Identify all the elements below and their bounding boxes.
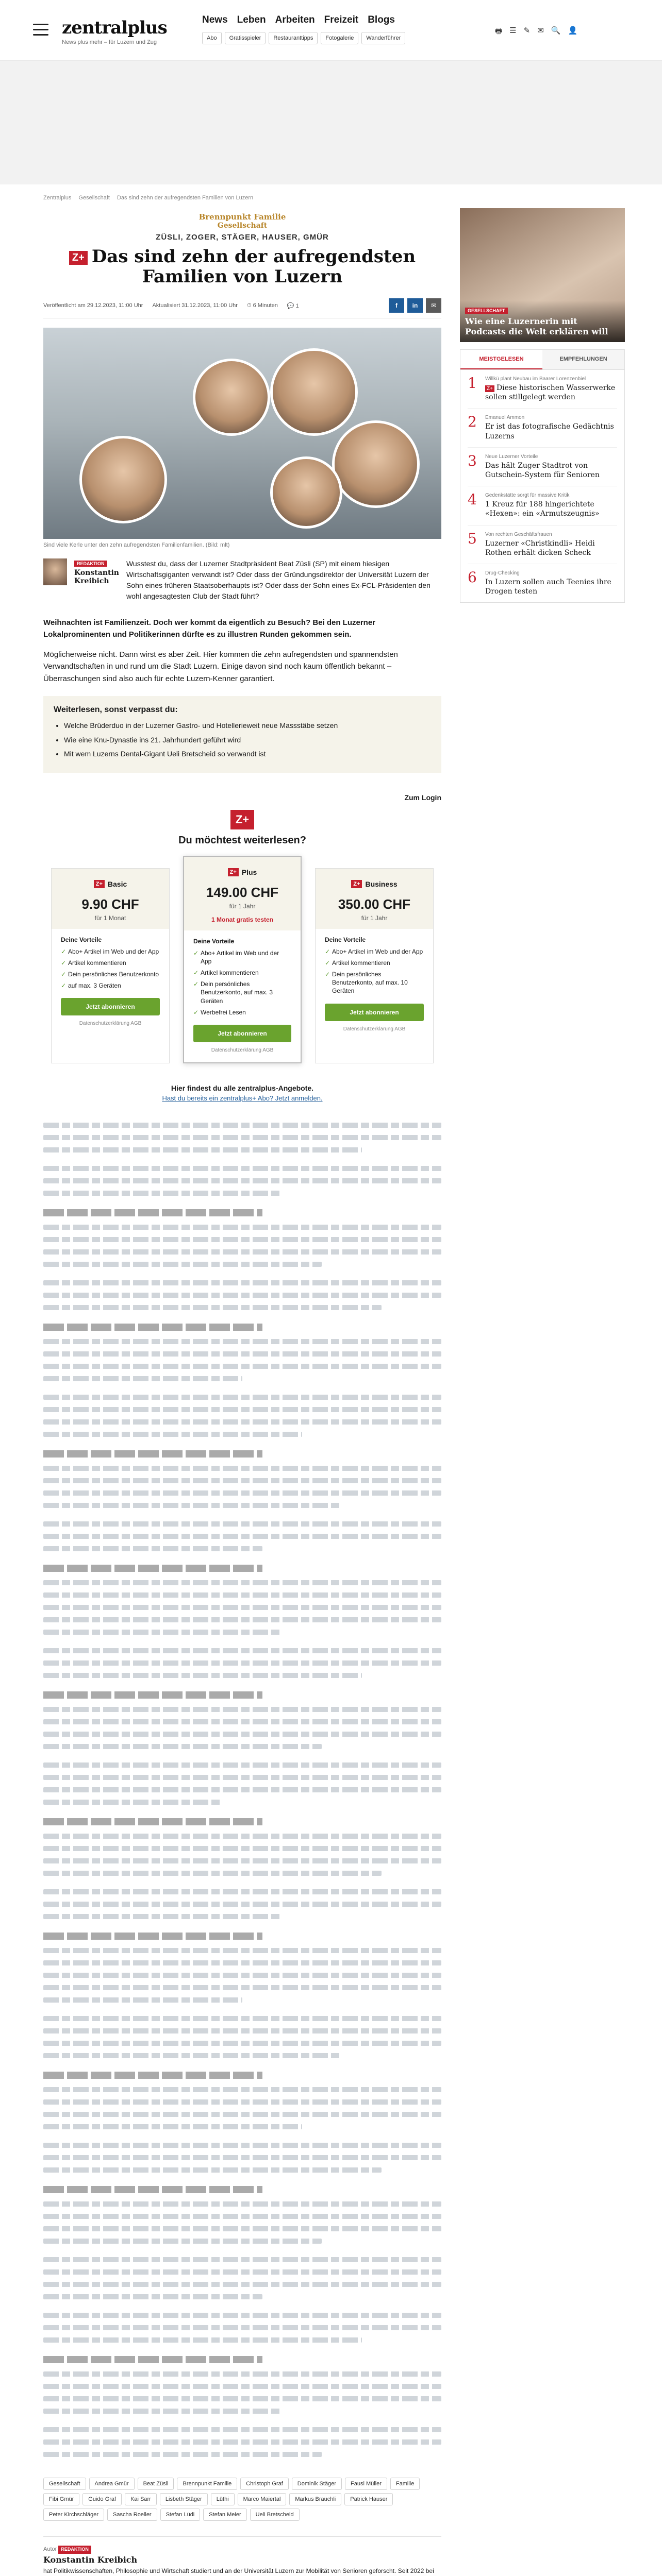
teaser-box [43, 696, 441, 773]
plan-legal-links[interactable]: Datenschutzerklärung AGB [79, 1021, 142, 1027]
list-icon[interactable]: ☰ [509, 26, 517, 35]
tag-chip[interactable]: Christoph Graf [240, 2478, 289, 2490]
image-caption: Sind viele Kerle unter den zehn aufregendsten Familienfamilien. (Bild: mlt) [43, 542, 230, 549]
author-avatar[interactable] [43, 558, 67, 585]
logo-tagline: News plus mehr – für Luzern und Zug [62, 39, 157, 45]
rank-number: 2 [468, 413, 477, 431]
search-icon[interactable]: 🔍 [551, 26, 561, 35]
tag-chip[interactable]: Fibi Gmür [43, 2493, 79, 2505]
comment-count-link[interactable]: 💬 1 [287, 302, 299, 309]
plan-name: Basic [107, 879, 127, 888]
tag-chip[interactable]: Familie [390, 2478, 420, 2490]
plan-price: 9.90 CHF [81, 896, 139, 912]
nav-pill-wanderfuehrer[interactable]: Wanderführer [361, 32, 405, 44]
tag-chip[interactable]: Kai Sarr [125, 2493, 157, 2505]
nav-pill-abo[interactable]: Abo [202, 32, 222, 44]
portrait-3 [270, 348, 358, 436]
tag-chip[interactable]: Peter Kirchschläger [43, 2509, 104, 2521]
tag-chip[interactable]: Dominik Stäger [292, 2478, 342, 2490]
tag-chip[interactable]: Gesellschaft [43, 2478, 86, 2490]
plan-badge: Z+ [94, 880, 105, 888]
author-intro [43, 558, 441, 602]
plan-legal-links[interactable]: Datenschutzerklärung AGB [343, 1026, 406, 1032]
tag-chip[interactable]: Fausi Müller [345, 2478, 387, 2490]
plan-badge: Z+ [228, 868, 239, 876]
edit-icon[interactable]: ✎ [523, 26, 531, 35]
tag-chip[interactable]: Guido Graf [82, 2493, 122, 2505]
offers-info [43, 1084, 441, 1102]
tag-chip[interactable]: Ueli Bretscheid [250, 2509, 300, 2521]
plan-name: Business [365, 879, 398, 888]
site-logo[interactable] [62, 18, 167, 45]
premium-badge: Z+ [485, 385, 494, 392]
rank-number: 4 [468, 491, 477, 509]
plan-price: 350.00 CHF [338, 896, 411, 912]
nav-pill-fotogalerie[interactable]: Fotogalerie [321, 32, 358, 44]
plan-plus [183, 856, 302, 1063]
mail-share-icon[interactable]: ✉ [426, 298, 441, 313]
plan-advantage: ✓ Abo+ Artikel im Web und der App [193, 949, 291, 965]
author-intro-text: Wusstest du, dass der Luzerner Stadtpräsident Beat Züsli (SP) mit einem hiesigen Wirtschaftsgiganten verwandt ist? Oder dass der Gründungsdirektor der Universität Luzern der Sohn eines früheren Staatsoberhaupts ist? Oder dass der Sohn eines Ex-FCL-Präsidenten den wohl angesagtesten Club der Stadt führt? [126, 560, 431, 601]
tag-chip[interactable]: Lisbeth Stäger [160, 2493, 208, 2505]
list-item[interactable] [468, 448, 617, 486]
list-item-title[interactable]: Er ist das fotografische Gedächtnis Luzerns [485, 422, 614, 440]
plan-advantage: ✓ Artikel kommentieren [61, 959, 160, 967]
sidebar-teaser-tag: GESELLSCHAFT [465, 308, 508, 314]
breadcrumb-section[interactable]: Gesellschaft [78, 195, 110, 201]
main-nav [202, 14, 405, 44]
nav-freizeit[interactable]: Freizeit [324, 14, 359, 25]
reading-time: ⏱ 6 Minuten [246, 302, 278, 309]
share-buttons-top [389, 298, 441, 313]
top-header [0, 0, 662, 61]
plan-advantages-title: Deine Vorteile [193, 937, 235, 945]
nav-pill-gratisspieler[interactable]: Gratisspieler [225, 32, 266, 44]
rank-number: 3 [468, 452, 477, 469]
plan-advantages-title: Deine Vorteile [325, 936, 366, 943]
breadcrumb-home[interactable]: Zentralplus [43, 195, 72, 201]
plan-basic [51, 868, 170, 1063]
plan-advantage: ✓ Artikel kommentieren [193, 969, 291, 977]
plan-list [43, 868, 441, 1063]
login-link[interactable]: Zum Login [404, 793, 441, 802]
portrait-2 [193, 359, 270, 436]
list-item[interactable] [468, 409, 617, 447]
most-read-list [460, 370, 625, 603]
sidebar-teaser[interactable] [460, 208, 625, 342]
list-item[interactable] [468, 564, 617, 602]
plan-advantage: ✓ Dein persönliches Benutzerkonto, auf max. 3 Geräten [193, 980, 291, 1005]
teaser-item: • Wie eine Knu-Dynastie ins 21. Jahrhundert geführt wird [64, 735, 431, 745]
nav-blogs[interactable]: Blogs [368, 14, 395, 25]
article [43, 208, 441, 2576]
menu-icon[interactable] [33, 24, 48, 36]
author-box-tag: REDAKTION [58, 2546, 91, 2554]
plan-legal-links[interactable]: Datenschutzerklärung AGB [211, 1047, 274, 1054]
author-box-label: Autor [43, 2546, 57, 2553]
article-title [64, 247, 421, 287]
plan-advantage: ✓ Abo+ Artikel im Web und der App [325, 947, 424, 956]
list-item-kicker: Neue Luzerner Vorteile [485, 453, 538, 460]
rank-number: 6 [468, 568, 477, 586]
article-kicker[interactable]: Brennpunkt Familie [198, 212, 286, 222]
nav-leben[interactable]: Leben [237, 14, 266, 25]
list-item-title[interactable]: Das hält Zuger Stadtrot von Gutschein-System für Senioren [485, 461, 600, 479]
plan-advantage: ✓ auf max. 3 Geräten [61, 981, 160, 990]
premium-badge: Z+ [69, 251, 88, 265]
plan-advantages-title: Deine Vorteile [61, 936, 102, 943]
plan-period: für 1 Jahr [229, 902, 256, 910]
offers-login-text[interactable]: Hast du bereits ein zentralplus+ Abo? Jetzt anmelden. [162, 1094, 323, 1103]
tag-chip[interactable]: Beat Züsli [138, 2478, 174, 2490]
rank-number: 1 [468, 375, 477, 392]
tag-list [43, 2478, 441, 2521]
article-meta [43, 298, 441, 318]
tag-chip[interactable]: Stefan Lüdi [160, 2509, 201, 2521]
article-lead: Weihnachten ist Familienzeit. Doch wer kommt da eigentlich zu Besuch? Bei den Luzerner Lokalprominenten und Politikerinnen dürfte es zu illustren Runden gekommen sein. [43, 618, 376, 639]
paywall-badge: Z+ [230, 810, 254, 829]
linkedin-share-icon[interactable]: in [407, 298, 423, 313]
tag-chip[interactable]: Marco Maiertal [238, 2493, 287, 2505]
portrait-5 [270, 456, 342, 529]
tag-chip[interactable]: Lüthi [211, 2493, 235, 2505]
rank-number: 5 [468, 530, 477, 547]
plan-period: für 1 Jahr [361, 914, 388, 922]
portrait-1 [79, 436, 167, 523]
nav-news[interactable]: News [202, 14, 228, 25]
nav-arbeiten[interactable]: Arbeiten [275, 14, 315, 25]
list-item-kicker: Willkü plant Neubau im Baarer Lorenzenbiel [485, 376, 586, 382]
list-item-kicker: Von rechten Geschäftsfrauen [485, 531, 552, 537]
list-item[interactable] [468, 526, 617, 564]
article-subkicker: ZÜSLI, ZOGER, STÄGER, HAUSER, GMÜR [156, 233, 329, 242]
facebook-share-icon[interactable]: f [389, 298, 404, 313]
plan-price: 149.00 CHF [206, 884, 279, 900]
teaser-item: • Welche Brüderduo in der Luzerner Gastro- und Hotellerieweit neue Massstäbe setzen [64, 721, 431, 731]
list-item-title[interactable]: Diese historischen Wasserwerke sollen stillgelegt werden [485, 384, 616, 402]
mail-icon[interactable]: ✉ [537, 26, 544, 35]
updated-date: Aktualisiert 31.12.2023, 11:00 Uhr [152, 302, 238, 309]
plan-name: Plus [241, 868, 257, 876]
tag-chip[interactable]: Markus Brauchli [289, 2493, 341, 2505]
tag-chip[interactable]: Sascha Roeller [107, 2509, 157, 2521]
user-icon[interactable]: 👤 [568, 26, 578, 35]
list-item-title[interactable]: In Luzern sollen auch Teenies ihre Drogen testen [485, 578, 611, 596]
plan-advantage: ✓ Dein persönliches Benutzerkonto, auf max. 10 Geräten [325, 970, 424, 995]
plan-advantage: ✓ Werbefrei Lesen [193, 1008, 291, 1016]
ad-banner-area [0, 61, 662, 184]
paywall [43, 810, 441, 846]
list-item-kicker: Drug-Checking [485, 570, 520, 576]
nav-pill-restauranttipps[interactable]: Restauranttipps [269, 32, 318, 44]
article-section[interactable]: Gesellschaft [217, 222, 268, 230]
sidebar [460, 208, 625, 603]
subscribe-button-business[interactable]: Jetzt abonnieren [325, 1004, 424, 1021]
subscribe-button-plus[interactable]: Jetzt abonnieren [193, 1025, 291, 1042]
article-title-text: Das sind zehn der aufregendsten Familien von Luzern [91, 246, 416, 287]
plan-advantage: ✓ Abo+ Artikel im Web und der App [61, 947, 160, 956]
teaser-item: • Mit wem Luzerns Dental-Gigant Ueli Bretscheid so verwandt ist [64, 749, 431, 759]
plan-promo: 1 Monat gratis testen [211, 916, 274, 923]
list-item-title[interactable]: 1 Kreuz für 188 hingerichtete «Hexen»: ein «Armutszeugnis» [485, 500, 600, 518]
portrait-4 [332, 420, 420, 508]
list-item-kicker: Gedenkstätte sorgt für massive Kritik [485, 493, 570, 499]
plan-advantage: ✓ Dein persönliches Benutzerkonto [61, 970, 160, 978]
tag-chip[interactable]: Patrick Hauser [344, 2493, 393, 2505]
author-name[interactable]: Konstantin Kreibich [74, 569, 119, 586]
print-icon[interactable]: 🖶 [495, 27, 503, 36]
plan-badge: Z+ [351, 880, 362, 888]
author-tag: REDAKTION [74, 561, 107, 567]
teaser-box-title: Weiterlesen, sonst verpasst du: [54, 705, 178, 714]
sidebar-tabs [460, 349, 625, 370]
tag-chip[interactable]: Brennpunkt Familie [177, 2478, 237, 2490]
tag-chip[interactable]: Andrea Gmür [89, 2478, 135, 2490]
list-item[interactable] [468, 486, 617, 525]
tab-empfehlungen[interactable]: EMPFEHLUNGEN [542, 350, 624, 369]
tab-meistgelesen[interactable]: MEISTGELESEN [460, 350, 542, 369]
sidebar-teaser-title[interactable]: Wie eine Luzernerin mit Podcasts die Welt erklären will [465, 316, 608, 336]
tag-chip[interactable]: Stefan Meier [203, 2509, 246, 2521]
article-paragraph: Möglicherweise nicht. Dann wirst es aber Zeit. Hier kommen die zehn aufregendsten und spannendsten Verwandtschaften in und rund um die Stadt Luzern. Einige davon sind noch kaum öffentlich bekannt – Überraschungen sind also auch für echte Luzern-Kenner garantiert. [43, 650, 398, 683]
plan-period: für 1 Monat [94, 914, 126, 922]
breadcrumb [43, 195, 253, 201]
blurred-content [43, 1123, 441, 2457]
paywall-question: Du möchtest weiterlesen? [178, 834, 306, 846]
plan-business [315, 868, 434, 1063]
author-box-name[interactable]: Konstantin Kreibich [43, 2554, 138, 2565]
published-date: Veröffentlicht am 29.12.2023, 11:00 Uhr [43, 302, 143, 309]
offers-title[interactable]: Hier findest du alle zentralplus-Angebote. [171, 1084, 314, 1093]
list-item-title[interactable]: Luzerner «Christkindli» Heidi Rothen erhält dicken Scheck [485, 539, 595, 557]
plan-advantage: ✓ Artikel kommentieren [325, 959, 424, 967]
subscribe-button-basic[interactable]: Jetzt abonnieren [61, 998, 160, 1015]
author-box-bio: hat Politikwissenschaften, Philosophie und Wirtschaft studiert und an der Universität Luzern zur Mobilität von Senioren geforscht. Seit 2022 bei [43, 2567, 434, 2574]
author-box [43, 2536, 441, 2576]
header-tools [495, 26, 577, 39]
breadcrumb-current: Das sind zehn der aufregendsten Familien von Luzern [117, 195, 254, 201]
hero-image[interactable] [43, 328, 441, 539]
list-item[interactable] [468, 370, 617, 409]
logo-name: zentralplus [62, 18, 167, 38]
list-item-kicker: Emanuel Ammon [485, 415, 525, 421]
